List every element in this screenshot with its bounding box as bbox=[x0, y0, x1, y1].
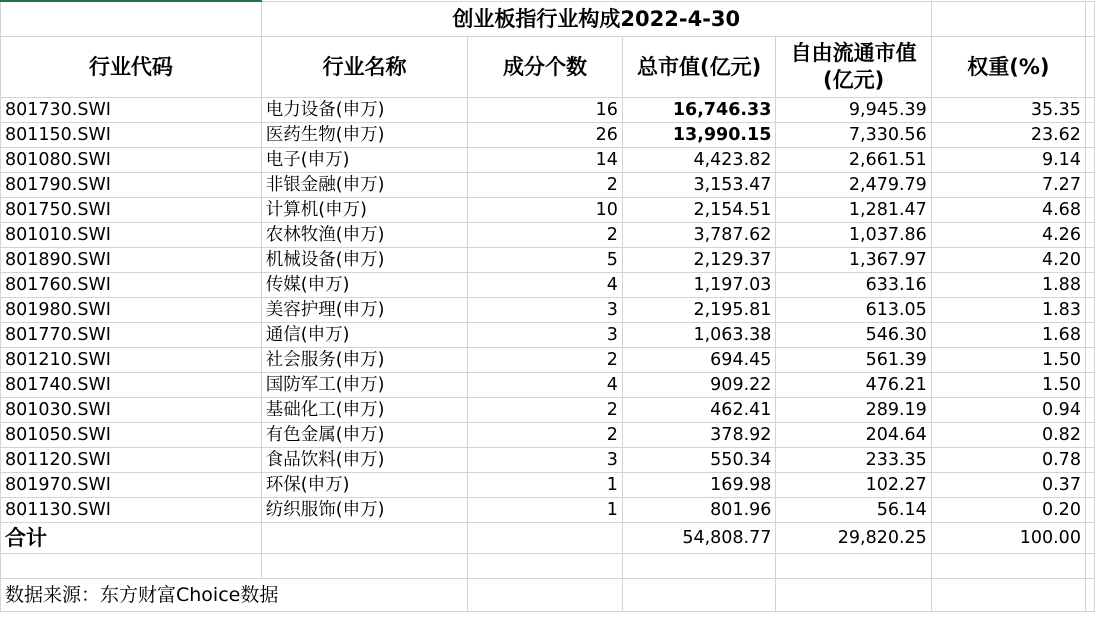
cell-industry-name[interactable]: 传媒(申万) bbox=[261, 273, 467, 298]
cell-constituent-count[interactable]: 4 bbox=[468, 373, 623, 398]
cell-weight[interactable]: 0.82 bbox=[931, 423, 1085, 448]
total-label[interactable]: 合计 bbox=[1, 523, 262, 554]
cell-weight[interactable]: 35.35 bbox=[931, 98, 1085, 123]
cell-constituent-count[interactable]: 10 bbox=[468, 198, 623, 223]
cell-market-cap[interactable]: 2,129.37 bbox=[622, 248, 776, 273]
cell-industry-code[interactable]: 801150.SWI bbox=[1, 123, 262, 148]
cell-market-cap[interactable]: 378.92 bbox=[622, 423, 776, 448]
cell-weight[interactable]: 7.27 bbox=[931, 173, 1085, 198]
blank-row bbox=[1, 554, 1095, 579]
cell-free-float-cap[interactable]: 561.39 bbox=[776, 348, 931, 373]
cell-free-float-cap[interactable]: 2,661.51 bbox=[776, 148, 931, 173]
cell-industry-name[interactable]: 机械设备(申万) bbox=[261, 248, 467, 273]
header-free-float-cap[interactable]: 自由流通市值(亿元) bbox=[776, 37, 931, 98]
cell-free-float-cap[interactable]: 289.19 bbox=[776, 398, 931, 423]
table-row bbox=[1, 248, 1095, 273]
cell-constituent-count[interactable]: 3 bbox=[468, 448, 623, 473]
cell-empty[interactable] bbox=[261, 554, 467, 579]
cell-empty[interactable] bbox=[468, 523, 623, 554]
table-row bbox=[1, 298, 1095, 323]
cell-free-float-cap[interactable]: 476.21 bbox=[776, 373, 931, 398]
cell-free-float-cap[interactable]: 2,479.79 bbox=[776, 173, 931, 198]
cell-industry-code[interactable]: 801050.SWI bbox=[1, 423, 262, 448]
header-name[interactable]: 行业名称 bbox=[261, 37, 467, 98]
cell-weight[interactable]: 4.20 bbox=[931, 248, 1085, 273]
cell-constituent-count[interactable]: 2 bbox=[468, 348, 623, 373]
cell-free-float-cap[interactable]: 1,037.86 bbox=[776, 223, 931, 248]
table-row bbox=[1, 173, 1095, 198]
table-row bbox=[1, 273, 1095, 298]
cell-industry-name[interactable]: 有色金属(申万) bbox=[261, 423, 467, 448]
cell-market-cap[interactable]: 462.41 bbox=[622, 398, 776, 423]
total-market-cap[interactable]: 54,808.77 bbox=[622, 523, 776, 554]
cell-industry-code[interactable]: 801770.SWI bbox=[1, 323, 262, 348]
cell-empty[interactable] bbox=[1, 554, 262, 579]
cell-market-cap[interactable]: 4,423.82 bbox=[622, 148, 776, 173]
cell-industry-code[interactable]: 801760.SWI bbox=[1, 273, 262, 298]
cell-weight[interactable]: 1.50 bbox=[931, 348, 1085, 373]
cell-industry-name[interactable]: 国防军工(申万) bbox=[261, 373, 467, 398]
total-weight[interactable]: 100.00 bbox=[931, 523, 1085, 554]
cell-market-cap[interactable]: 1,197.03 bbox=[622, 273, 776, 298]
cell-weight[interactable]: 1.88 bbox=[931, 273, 1085, 298]
cell-industry-name[interactable]: 基础化工(申万) bbox=[261, 398, 467, 423]
cell-industry-code[interactable]: 801750.SWI bbox=[1, 198, 262, 223]
cell-market-cap[interactable]: 1,063.38 bbox=[622, 323, 776, 348]
cell-industry-name[interactable]: 环保(申万) bbox=[261, 473, 467, 498]
cell-industry-name[interactable]: 美容护理(申万) bbox=[261, 298, 467, 323]
table-row bbox=[1, 223, 1095, 248]
cell-constituent-count[interactable]: 2 bbox=[468, 223, 623, 248]
header-market-cap[interactable]: 总市值(亿元) bbox=[622, 37, 776, 98]
cell-market-cap[interactable]: 13,990.15 bbox=[622, 123, 776, 148]
cell-industry-code[interactable]: 801980.SWI bbox=[1, 298, 262, 323]
source-note[interactable]: 数据来源：东方财富Choice数据 bbox=[1, 579, 468, 612]
cell-constituent-count[interactable]: 1 bbox=[468, 473, 623, 498]
header-weight[interactable]: 权重(%) bbox=[931, 37, 1085, 98]
table-row bbox=[1, 348, 1095, 373]
header-code[interactable]: 行业代码 bbox=[1, 37, 262, 98]
cell-free-float-cap[interactable]: 9,945.39 bbox=[776, 98, 931, 123]
total-row bbox=[1, 523, 1095, 554]
cell-empty[interactable] bbox=[931, 554, 1085, 579]
cell-weight[interactable]: 0.94 bbox=[931, 398, 1085, 423]
table-row bbox=[1, 473, 1095, 498]
cell-constituent-count[interactable]: 4 bbox=[468, 273, 623, 298]
cell-market-cap[interactable]: 909.22 bbox=[622, 373, 776, 398]
title-row bbox=[1, 1, 1095, 37]
cell-industry-code[interactable]: 801210.SWI bbox=[1, 348, 262, 373]
cell-weight[interactable]: 1.68 bbox=[931, 323, 1085, 348]
cell-market-cap[interactable]: 16,746.33 bbox=[622, 98, 776, 123]
table-row bbox=[1, 148, 1095, 173]
cell-industry-name[interactable]: 医药生物(申万) bbox=[261, 123, 467, 148]
cell-market-cap[interactable]: 801.96 bbox=[622, 498, 776, 523]
cell-weight[interactable]: 0.78 bbox=[931, 448, 1085, 473]
cell-market-cap[interactable]: 694.45 bbox=[622, 348, 776, 373]
source-row bbox=[1, 579, 1095, 612]
cell-industry-code[interactable]: 801030.SWI bbox=[1, 398, 262, 423]
cell-free-float-cap[interactable]: 204.64 bbox=[776, 423, 931, 448]
cell-constituent-count[interactable]: 1 bbox=[468, 498, 623, 523]
cell-free-float-cap[interactable]: 633.16 bbox=[776, 273, 931, 298]
cell-free-float-cap[interactable]: 1,367.97 bbox=[776, 248, 931, 273]
header-row bbox=[1, 37, 1095, 98]
cell-industry-name[interactable]: 电子(申万) bbox=[261, 148, 467, 173]
cell-f1[interactable] bbox=[931, 1, 1085, 37]
cell-market-cap[interactable]: 2,154.51 bbox=[622, 198, 776, 223]
cell-empty[interactable] bbox=[776, 579, 931, 612]
cell-industry-code[interactable]: 801080.SWI bbox=[1, 148, 262, 173]
header-count[interactable]: 成分个数 bbox=[468, 37, 623, 98]
cell-market-cap[interactable]: 550.34 bbox=[622, 448, 776, 473]
cell-constituent-count[interactable]: 16 bbox=[468, 98, 623, 123]
cell-empty[interactable] bbox=[261, 523, 467, 554]
cell-empty[interactable] bbox=[468, 579, 623, 612]
cell-constituent-count[interactable]: 2 bbox=[468, 423, 623, 448]
cell-industry-name[interactable]: 社会服务(申万) bbox=[261, 348, 467, 373]
cell-empty[interactable] bbox=[622, 579, 776, 612]
cell-market-cap[interactable]: 3,787.62 bbox=[622, 223, 776, 248]
cell-empty[interactable] bbox=[931, 579, 1085, 612]
cell-empty[interactable] bbox=[622, 554, 776, 579]
cell-constituent-count[interactable]: 3 bbox=[468, 298, 623, 323]
cell-weight[interactable]: 4.26 bbox=[931, 223, 1085, 248]
cell-market-cap[interactable]: 2,195.81 bbox=[622, 298, 776, 323]
cell-free-float-cap[interactable]: 102.27 bbox=[776, 473, 931, 498]
cell-constituent-count[interactable]: 26 bbox=[468, 123, 623, 148]
cell-weight[interactable]: 9.14 bbox=[931, 148, 1085, 173]
cell-market-cap[interactable]: 169.98 bbox=[622, 473, 776, 498]
cell-constituent-count[interactable]: 2 bbox=[468, 173, 623, 198]
cell-market-cap[interactable]: 3,153.47 bbox=[622, 173, 776, 198]
cell-free-float-cap[interactable]: 233.35 bbox=[776, 448, 931, 473]
cell-empty[interactable] bbox=[468, 554, 623, 579]
cell-industry-code[interactable]: 801120.SWI bbox=[1, 448, 262, 473]
cell-industry-code[interactable]: 801730.SWI bbox=[1, 98, 262, 123]
cell-constituent-count[interactable]: 14 bbox=[468, 148, 623, 173]
cell-industry-name[interactable]: 非银金融(申万) bbox=[261, 173, 467, 198]
table-row bbox=[1, 323, 1095, 348]
cell-industry-name[interactable]: 通信(申万) bbox=[261, 323, 467, 348]
cell-industry-name[interactable]: 纺织服饰(申万) bbox=[261, 498, 467, 523]
cell-weight[interactable]: 1.83 bbox=[931, 298, 1085, 323]
cell-a1[interactable] bbox=[1, 1, 262, 37]
table-row bbox=[1, 448, 1095, 473]
cell-free-float-cap[interactable]: 7,330.56 bbox=[776, 123, 931, 148]
cell-free-float-cap[interactable]: 613.05 bbox=[776, 298, 931, 323]
cell-industry-code[interactable]: 801740.SWI bbox=[1, 373, 262, 398]
table-row bbox=[1, 373, 1095, 398]
cell-constituent-count[interactable]: 5 bbox=[468, 248, 623, 273]
cell-industry-name[interactable]: 电力设备(申万) bbox=[261, 98, 467, 123]
cell-industry-code[interactable]: 801970.SWI bbox=[1, 473, 262, 498]
sheet-title[interactable]: 创业板指行业构成2022-4-30 bbox=[261, 1, 931, 37]
cell-weight[interactable]: 0.20 bbox=[931, 498, 1085, 523]
table-row bbox=[1, 123, 1095, 148]
cell-industry-code[interactable]: 801890.SWI bbox=[1, 248, 262, 273]
cell-constituent-count[interactable]: 2 bbox=[468, 398, 623, 423]
cell-weight[interactable]: 1.50 bbox=[931, 373, 1085, 398]
cell-industry-code[interactable]: 801010.SWI bbox=[1, 223, 262, 248]
table-row bbox=[1, 423, 1095, 448]
cell-industry-name[interactable]: 农林牧渔(申万) bbox=[261, 223, 467, 248]
cell-free-float-cap[interactable]: 56.14 bbox=[776, 498, 931, 523]
cell-weight[interactable]: 23.62 bbox=[931, 123, 1085, 148]
cell-industry-code[interactable]: 801790.SWI bbox=[1, 173, 262, 198]
cell-empty[interactable] bbox=[776, 554, 931, 579]
table-row bbox=[1, 398, 1095, 423]
cell-industry-name[interactable]: 计算机(申万) bbox=[261, 198, 467, 223]
table-row bbox=[1, 498, 1095, 523]
cell-industry-code[interactable]: 801130.SWI bbox=[1, 498, 262, 523]
total-free-float-cap[interactable]: 29,820.25 bbox=[776, 523, 931, 554]
cell-free-float-cap[interactable]: 1,281.47 bbox=[776, 198, 931, 223]
cell-free-float-cap[interactable]: 546.30 bbox=[776, 323, 931, 348]
table-row bbox=[1, 98, 1095, 123]
cell-industry-name[interactable]: 食品饮料(申万) bbox=[261, 448, 467, 473]
cell-weight[interactable]: 4.68 bbox=[931, 198, 1085, 223]
cell-weight[interactable]: 0.37 bbox=[931, 473, 1085, 498]
cell-constituent-count[interactable]: 3 bbox=[468, 323, 623, 348]
table-row bbox=[1, 198, 1095, 223]
